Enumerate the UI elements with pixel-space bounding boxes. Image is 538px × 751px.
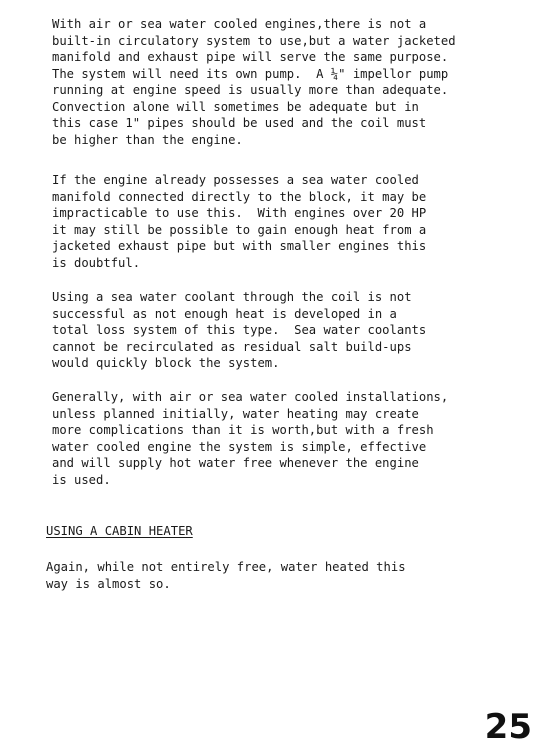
page-number: 25: [484, 707, 532, 747]
section-heading: USING A CABIN HEATER: [46, 524, 193, 538]
paragraph-water-jacketed-manifold: With air or sea water cooled engines,there is not a built-in circulatory system to use,but a water jacketed manifold and exhaust pipe will serve the same purpose. The system will need its own pump. A ¼" impellor pump running at engine speed is usually more than adequate. Convection alone will sometimes be adequate but in this case 1" pipes should be used and the coil must be higher than the engine.: [52, 17, 456, 147]
paragraph-cabin-heater: Again, while not entirely free, water heated this way is almost so.: [46, 560, 406, 591]
paragraph-sea-water-coolant: Using a sea water coolant through the coil is not successful as not enough heat is developed in a total loss system of this type. Sea water coolants cannot be recirculated as residual salt build-ups would quickly block the system.: [52, 290, 427, 370]
paragraph-sea-water-cooled-manifold: If the engine already possesses a sea water cooled manifold connected directly to the block, it may be impracticable to use this. With engines over 20 HP it may still be possible to gain enough heat from a jacketed exhaust pipe but with smaller engines this is doubtful.: [52, 173, 427, 270]
paragraph-generally: Generally, with air or sea water cooled installations, unless planned initially, water heating may create more complications than it is worth,but with a fresh water cooled engine the system is simple, effective and will supply hot water free whenever the engine is used.: [52, 390, 449, 487]
